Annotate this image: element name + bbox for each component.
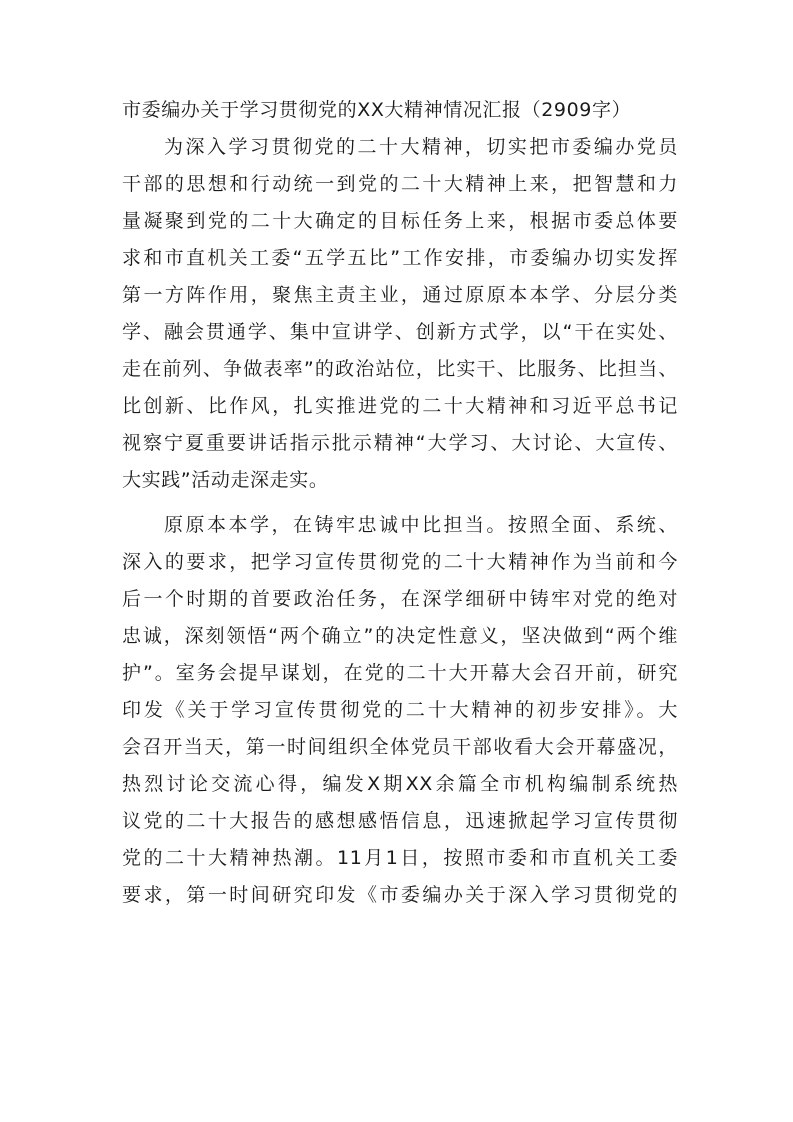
paragraph-line: 视察宁夏重要讲话指示批示精神“大学习、大讨论、大宣传、 bbox=[122, 432, 678, 454]
paragraph-line: 走在前列、争做表率”的政治站位，比实干、比服务、比担当、 bbox=[122, 358, 678, 380]
paragraph-line: 会召开当天，第一时间组织全体党员干部收看大会开幕盛况， bbox=[122, 736, 678, 758]
document-title: 市委编办关于学习贯彻党的XX大精神情况汇报（2909字） bbox=[122, 99, 632, 121]
paragraph-line: 第一方阵作用，聚焦主责主业，通过原原本本学、分层分类 bbox=[122, 284, 678, 306]
paragraph-line: 要求，第一时间研究印发《市委编办关于深入学习贯彻党的 bbox=[122, 884, 678, 906]
paragraph-line: 原原本本学，在铸牢忠诚中比担当。按照全面、系统、 bbox=[164, 514, 678, 536]
paragraph-line: 干部的思想和行动统一到党的二十大精神上来，把智慧和力 bbox=[122, 173, 678, 195]
paragraph-intro bbox=[122, 129, 678, 499]
paragraph-line: 学、融会贯通学、集中宣讲学、创新方式学，以“干在实处、 bbox=[122, 321, 678, 343]
paragraph-line: 议党的二十大报告的感想感悟信息，迅速掀起学习宣传贯彻 bbox=[122, 810, 678, 832]
paragraph-line: 比创新、比作风，扎实推进党的二十大精神和习近平总书记 bbox=[122, 395, 678, 417]
paragraph-study bbox=[122, 507, 678, 914]
paragraph-line: 忠诚，深刻领悟“两个确立”的决定性意义，坚决做到“两个维 bbox=[122, 625, 678, 647]
paragraph-line: 大实践”活动走深走实。 bbox=[122, 469, 329, 491]
document-body bbox=[122, 92, 678, 914]
paragraph-line: 热烈讨论交流心得，编发X期XX余篇全市机构编制系统热 bbox=[122, 773, 678, 795]
paragraph-line: 护”。室务会提早谋划，在党的二十大开幕大会召开前，研究 bbox=[122, 662, 678, 684]
paragraph-line: 量凝聚到党的二十大确定的目标任务上来，根据市委总体要 bbox=[122, 210, 678, 232]
paragraph-line: 为深入学习贯彻党的二十大精神，切实把市委编办党员 bbox=[164, 136, 678, 158]
paragraph-line: 求和市直机关工委“五学五比”工作安排，市委编办切实发挥 bbox=[122, 247, 678, 269]
paragraph-line: 后一个时期的首要政治任务，在深学细研中铸牢对党的绝对 bbox=[122, 588, 678, 610]
paragraph-line: 印发《关于学习宣传贯彻党的二十大精神的初步安排》。大 bbox=[122, 699, 678, 721]
paragraph-line: 党的二十大精神热潮。11月1日，按照市委和市直机关工委 bbox=[122, 847, 678, 869]
paragraph-spacer bbox=[122, 499, 678, 507]
paragraph-line: 深入的要求，把学习宣传贯彻党的二十大精神作为当前和今 bbox=[122, 551, 678, 573]
